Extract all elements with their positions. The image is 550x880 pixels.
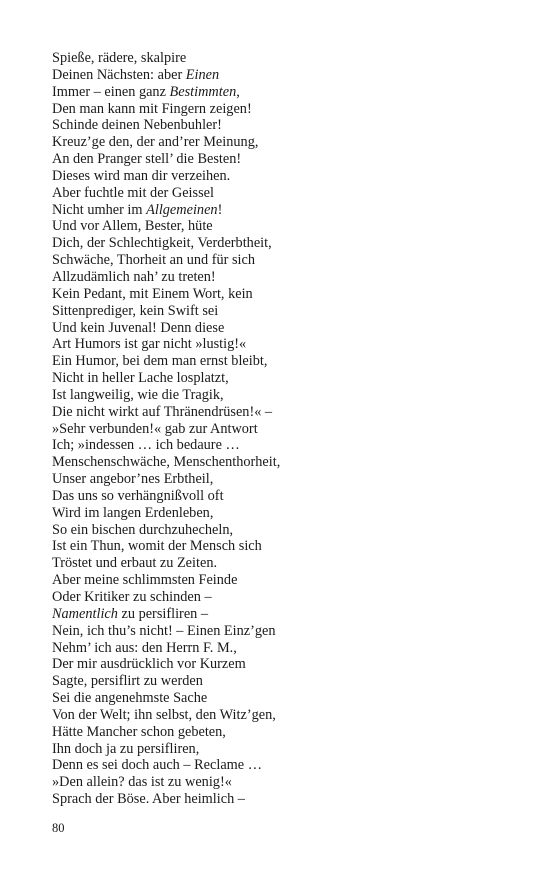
poem-line: [52, 387, 512, 404]
poem-line: [52, 707, 512, 724]
poem-line: [52, 589, 512, 606]
line-text: Deinen Nächsten: aber: [52, 66, 186, 83]
poem-line: [52, 286, 512, 303]
line-text: Allzudämlich nah’ zu treten!: [52, 268, 216, 285]
line-text: »Sehr verbunden!« gab zur Antwort: [52, 420, 258, 437]
line-text: So ein bischen durchzuhecheln,: [52, 521, 234, 538]
poem-text: [52, 50, 512, 808]
poem-line: [52, 84, 512, 101]
poem-line: [52, 235, 512, 252]
line-text: Den man kann mit Fingern zeigen!: [52, 100, 252, 117]
poem-line: [52, 555, 512, 572]
line-text: Ist ein Thun, womit der Mensch sich: [52, 538, 262, 555]
line-text: ,: [236, 83, 240, 100]
poem-line: [52, 757, 512, 774]
poem-line: [52, 538, 512, 555]
line-text: Nehm’ ich aus: den Herrn F. M.,: [52, 639, 237, 656]
poem-line: [52, 505, 512, 522]
poem-line: [52, 168, 512, 185]
italic-text: Namentlich: [52, 605, 118, 622]
line-text: Kein Pedant, mit Einem Wort, kein: [52, 285, 253, 302]
italic-text: Allgemeinen: [146, 201, 218, 218]
line-text: Ihn doch ja zu persifliren,: [52, 740, 200, 757]
line-text: Schwäche, Thorheit an und für sich: [52, 252, 256, 269]
italic-text: Bestimmten: [169, 83, 237, 100]
poem-line: [52, 522, 512, 539]
line-text: Sagte, persiflirt zu werden: [52, 673, 203, 690]
poem-line: [52, 185, 512, 202]
line-text: Nicht in heller Lache losplatzt,: [52, 370, 229, 387]
italic-text: Einen: [185, 66, 220, 83]
line-text: Schinde deinen Nebenbuhler!: [52, 117, 222, 134]
poem-line: [52, 202, 512, 219]
line-text: Die nicht wirkt auf Thränendrüsen!« –: [52, 403, 273, 420]
line-text: Oder Kritiker zu schinden –: [52, 589, 212, 605]
line-text: Und kein Juvenal! Denn diese: [52, 319, 225, 336]
line-text: Und vor Allem, Bester, hüte: [52, 218, 213, 235]
poem-line: [52, 151, 512, 168]
line-text: An den Pranger stell’ die Besten!: [52, 151, 242, 168]
line-text: Nein, ich thu’s nicht! – Einen Einz’gen: [52, 622, 276, 639]
poem-line: [52, 134, 512, 151]
line-text: Kreuz’ge den, der and’rer Meinung,: [52, 134, 259, 151]
line-text: Dich, der Schlechtigkeit, Verderbtheit,: [52, 235, 272, 252]
poem-line: [52, 673, 512, 690]
poem-line: [52, 353, 512, 370]
line-text: zu persifliren –: [117, 605, 209, 622]
poem-line: [52, 656, 512, 673]
poem-line: [52, 67, 512, 84]
poem-line: [52, 471, 512, 488]
poem-line: [52, 218, 512, 235]
poem-line: [52, 437, 512, 454]
line-text: Ich; »indessen … ich bedaure …: [52, 437, 240, 454]
line-text: Unser angebor’nes Erbtheil,: [52, 471, 214, 488]
line-text: Tröstet und erbaut zu Zeiten.: [52, 555, 218, 572]
poem-line: [52, 404, 512, 421]
line-text: !: [217, 201, 223, 218]
line-text: Sprach der Böse. Aber heimlich –: [52, 791, 245, 808]
poem-line: [52, 690, 512, 707]
poem-line: [52, 303, 512, 320]
poem-line: [52, 269, 512, 286]
poem-line: [52, 724, 512, 741]
poem-line: [52, 774, 512, 791]
poem-line: [52, 741, 512, 758]
line-text: Ein Humor, bei dem man ernst bleibt,: [52, 353, 268, 370]
poem-line: [52, 117, 512, 134]
poem-line: [52, 454, 512, 471]
poem-line: [52, 606, 512, 623]
line-text: Das uns so verhängnißvoll oft: [52, 487, 224, 504]
line-text: Menschenschwäche, Menschenthorheit,: [52, 454, 281, 471]
line-text: Sei die angenehmste Sache: [52, 690, 208, 707]
line-text: Denn es sei doch auch – Reclame …: [52, 757, 263, 774]
line-text: Nicht umher im: [52, 201, 147, 218]
line-text: Dieses wird man dir verzeihen.: [52, 167, 231, 184]
line-text: Ist langweilig, wie die Tragik,: [52, 386, 224, 403]
line-text: Spieße, rädere, skalpire: [52, 50, 187, 66]
poem-line: [52, 101, 512, 118]
line-text: Der mir ausdrücklich vor Kurzem: [52, 656, 246, 673]
poem-line: [52, 421, 512, 438]
poem-line: [52, 320, 512, 337]
line-text: Art Humors ist gar nicht »lustig!«: [52, 336, 247, 353]
line-text: Hätte Mancher schon gebeten,: [52, 723, 226, 740]
poem-line: [52, 572, 512, 589]
line-text: »Den allein? das ist zu wenig!«: [52, 774, 232, 791]
poem-line: [52, 791, 512, 808]
poem-line: [52, 50, 512, 67]
line-text: Aber meine schlimmsten Feinde: [52, 572, 238, 589]
poem-line: [52, 252, 512, 269]
line-text: Aber fuchtle mit der Geissel: [52, 184, 214, 201]
poem-line: [52, 623, 512, 640]
poem-line: [52, 370, 512, 387]
poem-line: [52, 640, 512, 657]
poem-line: [52, 488, 512, 505]
line-text: Sittenprediger, kein Swift sei: [52, 302, 219, 319]
line-text: Wird im langen Erdenleben,: [52, 504, 214, 521]
page-number: 80: [52, 821, 65, 835]
line-text: Von der Welt; ihn selbst, den Witz’gen,: [52, 706, 276, 723]
line-text: Immer – einen ganz: [52, 83, 170, 100]
poem-line: [52, 336, 512, 353]
